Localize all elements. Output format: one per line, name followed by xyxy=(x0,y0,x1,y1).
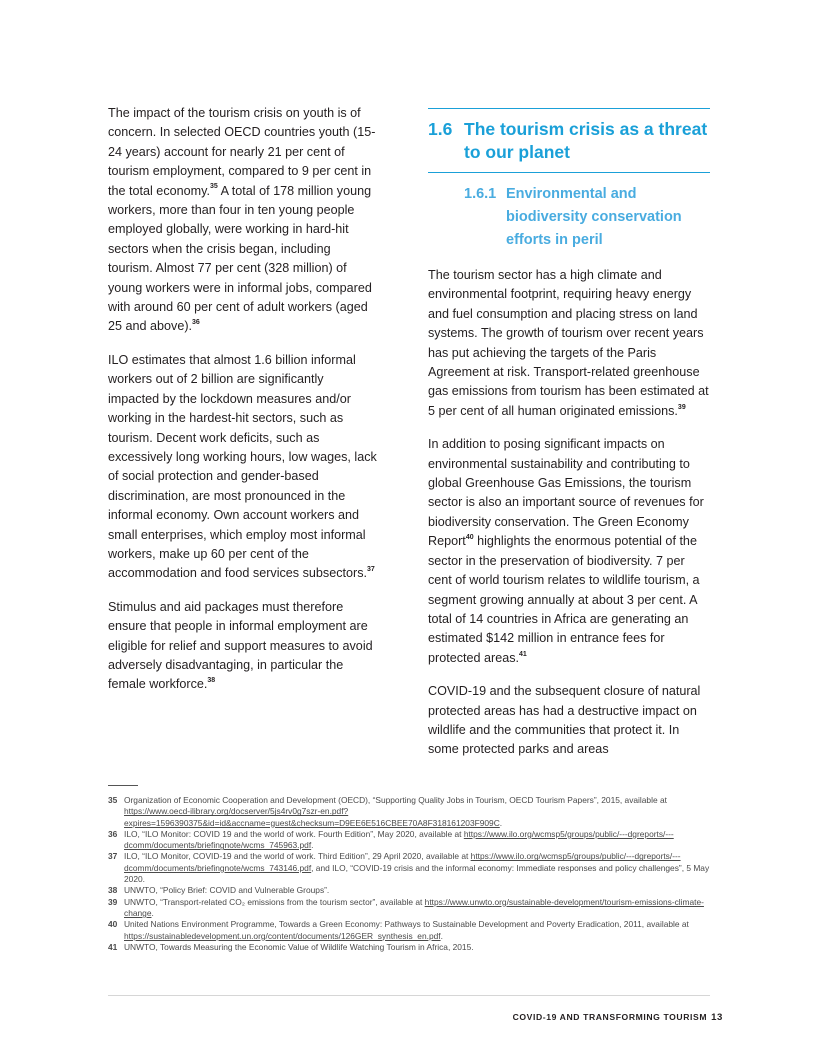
footnote-number: 37 xyxy=(108,851,118,862)
page-footer xyxy=(513,1012,723,1023)
footnote-link[interactable]: https://www.ilo.org/wcmsp5/groups/public/---dgreports/---dcomm/documents/briefingnote/wcms_743146.pdf xyxy=(124,851,681,873)
footnote-ref-37[interactable]: 37 xyxy=(367,566,375,574)
subsection-number: 1.6.1 xyxy=(464,186,497,202)
footnote-ref-41[interactable]: 41 xyxy=(519,650,527,658)
section-number: 1.6 xyxy=(428,119,453,139)
climate-footprint-paragraph: The tourism sector has a high climate and environmental footprint, requiring heavy energy and fuel consumption and placing stress on land systems. The growth of tourism over recent years has put achieving the targets of the Paris Agreement at risk. Transport-related greenhouse gas emissions from tourism has been estimated at 5 per cent of all human originated emissions.$^{39}$ xyxy=(428,268,709,418)
footer-divider xyxy=(108,995,710,996)
page-number: 13 xyxy=(711,1012,723,1023)
footnote-item: 37 ILO, “ILO Monitor, COVID-19 and the world of work. Third Edition”, 29 April 2020, available at https://www.ilo.org/wcmsp5/groups/public/---dgreports/---dcomm/documents/briefingnote/wcms_743146.pdf, and ILO, “COVID-19 crisis and the informal economy: Immediate responses and policy challenges”, 5 May 2020. xyxy=(108,851,710,885)
footnote-item: 38 UNWTO, “Policy Brief: COVID and Vulnerable Groups”. xyxy=(108,885,330,896)
footnote-number: 41 xyxy=(108,941,118,952)
subsection-title: Environmental and biodiversity conservation efforts in peril xyxy=(506,186,682,248)
subsection-heading xyxy=(428,183,710,252)
footnote-link[interactable]: https://sustainabledevelopment.un.org/content/documents/126GER_synthesis_en.pdf xyxy=(124,930,441,941)
footnote-number: 38 xyxy=(108,885,118,896)
footnote-link[interactable]: https://www.oecd-ilibrary.org/docserver/5js4rv0g7szr-en.pdf?expires=1596390375&id=id&accname=guest&checksum=D9EE6E516CBEE70A8F318161203F909C xyxy=(124,806,500,828)
section-title: The tourism crisis as a threat to our planet xyxy=(464,119,708,162)
footnote-number: 39 xyxy=(108,896,118,907)
footnote-divider xyxy=(108,785,138,786)
footnote-item: 36 ILO, “ILO Monitor: COVID 19 and the world of work. Fourth Edition”, May 2020, available at https://www.ilo.org/wcmsp5/groups/public/---dgreports/---dcomm/documents/briefingnote/wcms_745963.pdf. xyxy=(108,828,674,851)
footnote-ref-35[interactable]: 35 xyxy=(209,183,218,191)
footnote-ref-38[interactable]: 38 xyxy=(207,677,216,685)
footnote-item: 41 UNWTO, Towards Measuring the Economic Value of Wildlife Watching Tourism in Africa, 2015. xyxy=(108,941,474,952)
left-column xyxy=(108,104,378,695)
biodiversity-paragraph: In addition to posing significant impacts on environmental sustainability and contributing to global Greenhouse Gas Emissions, the tourism sector is also an important source of revenues for biodiversity conservation. The Green Economy Report$^{40}$ highlights the enormous potential of the sector in the preservation of biodiversity. 7 per cent of world tourism relates to wildlife tourism, a segment growing annually at about 3 per cent. A total of 14 countries in Africa are generating an estimated $142 million in entrance fees for protected areas.$^{41}$ xyxy=(428,437,704,665)
footnote-item: 35 Organization of Economic Cooperation and Development (OECD), “Supporting Quality Jobs in Tourism, OECD Tourism Papers”, 2015, available at https://www.oecd-ilibrary.org/docserver/5js4rv0g7szr-en.pdf?expires=1596390375&id=id&accname=guest&checksum=D9EE6E516CBEE70A8F318161203F909C. xyxy=(108,795,667,828)
informal-workers-paragraph: ILO estimates that almost 1.6 billion informal workers out of 2 billion are significantly impacted by the lockdown measures and/or working in the hardest-hit sectors, such as tourism. Decent work deficits, such as excessively long working hours, low wages, lack of social protection and gender-based discrimination, are most pronounced in the informal economy. Own account workers and small enterprises, which employ most informal workers, make up 60 per cent of the accommodation and food services subsectors.$^{37}$ xyxy=(108,352,377,581)
footnote-ref-36[interactable]: 36 xyxy=(192,319,200,327)
footnote-item: 39 UNWTO, “Transport-related CO₂ emissions from the tourism sector”, available at https://www.unwto.org/sustainable-development/tourism-emissions-climate-change. xyxy=(108,896,704,918)
footnote-ref-40[interactable]: 40 xyxy=(465,534,474,542)
youth-impact-paragraph: The impact of the tourism crisis on youth is of concern. In selected OECD countries youth (15-24 years) account for nearly 21 per cent of tourism employment, compared to 9 per cent in the total economy.$^{35}$ A total of 178 million young workers, more than four in ten young people employed globally, were working in hard-hit sectors when the crisis began, including tourism. Almost 77 per cent (328 million) of young workers were in informal jobs, compared with around 60 per cent of adult workers (aged 25 and above).$^{36}$ xyxy=(108,106,376,334)
footnote-number: 35 xyxy=(108,795,118,805)
footnote-number: 40 xyxy=(108,919,118,930)
footnote-number: 36 xyxy=(108,828,118,839)
footnote-link[interactable]: https://www.ilo.org/wcmsp5/groups/public/---dgreports/---dcomm/documents/briefingnote/wcms_745963.pdf xyxy=(124,828,674,851)
footnote-link[interactable]: https://www.unwto.org/sustainable-development/tourism-emissions-climate-change xyxy=(124,896,704,918)
footer-title: COVID-19 AND TRANSFORMING TOURISM xyxy=(512,1012,708,1022)
protected-areas-paragraph: COVID-19 and the subsequent closure of natural protected areas has had a destructive impact on wildlife and the communities that protect it. In some protected parks and areas xyxy=(428,684,701,757)
stimulus-paragraph: Stimulus and aid packages must therefore ensure that people in informal employment are eligible for relief and support measures to avoid adversely disadvantaging, in particular the female workforce.$^{38}$ xyxy=(108,599,373,692)
section-heading xyxy=(428,108,710,173)
right-column xyxy=(428,108,710,760)
footnote-ref-39[interactable]: 39 xyxy=(677,403,686,411)
footnotes xyxy=(108,795,710,953)
footnote-item: 40 United Nations Environment Programme, Towards a Green Economy: Pathways to Sustainable Development and Poverty Eradication, 2011, available at https://sustainabledevelopment.un.org/content/documents/126GER_synthesis_en.pdf. xyxy=(108,919,689,941)
